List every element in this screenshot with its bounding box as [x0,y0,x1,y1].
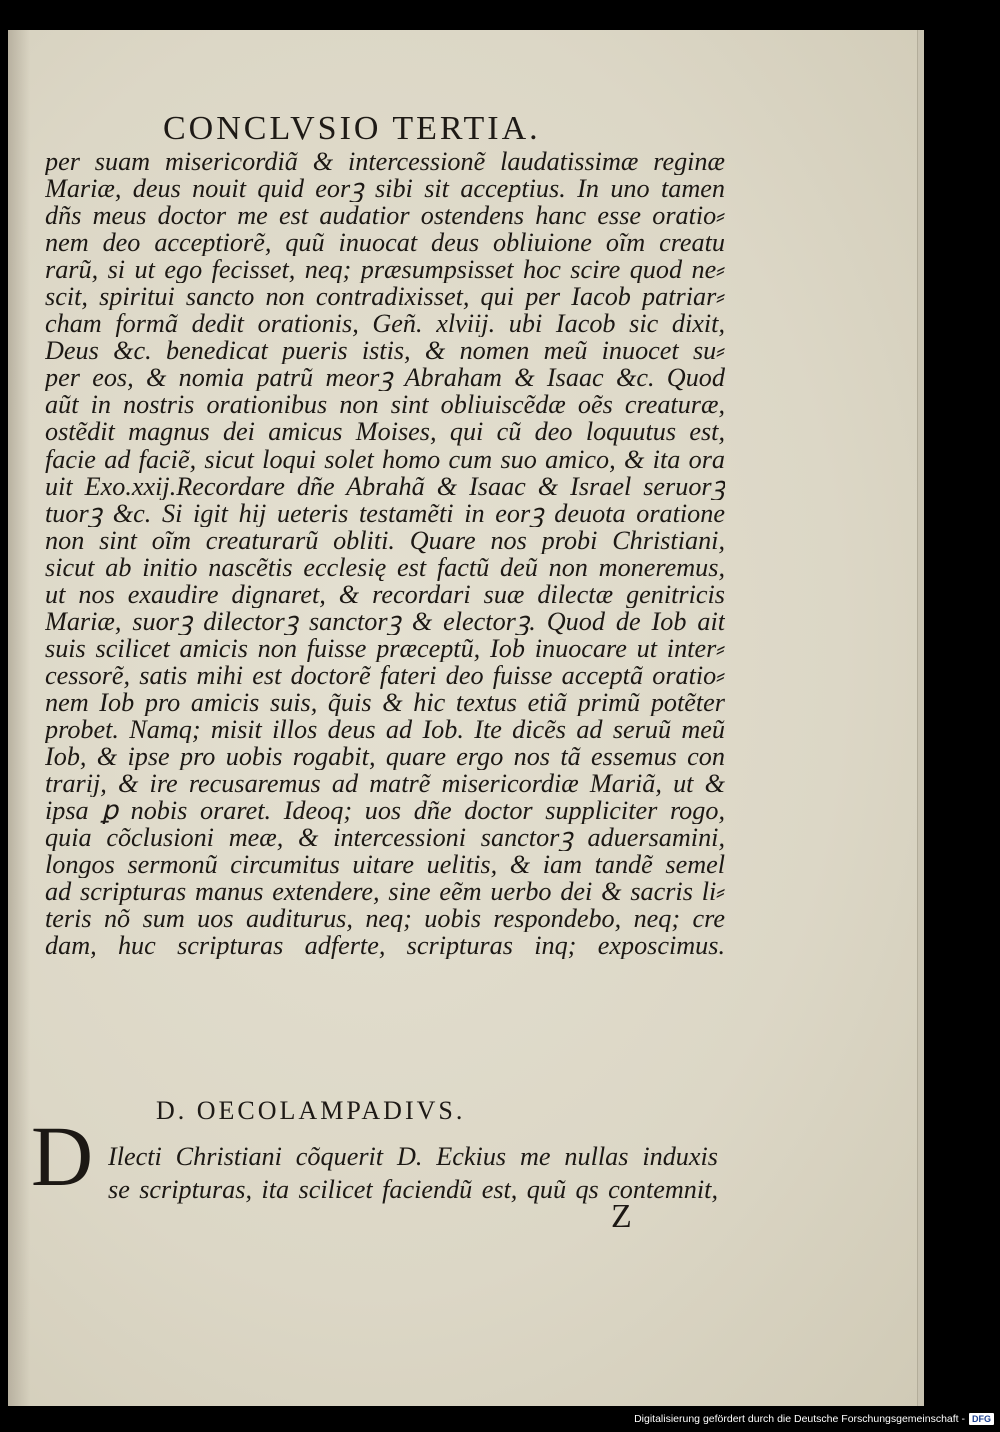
speaker-heading: D. OECOLAMPADIVS. [156,1096,466,1125]
text-line: Mariæ, suorꝫ dilectorꝫ sanctorꝫ & electorꝫ. Quod de Iob ait [45,607,725,635]
text-line: trarij, & ire recusaremus ad matrẽ misericordiæ Mariã, ut & [45,770,725,798]
text-line: tuorꝫ &c. Si igit hij ueteris testamẽti in eorꝫ deuota oratione [45,499,725,527]
text-line: sicut ab initio nascẽtis ecclesię est factũ deũ non moneremus, [45,553,725,581]
text-line: nem Iob pro amicis suis, q̃uis & hic textus etiã primũ potẽter [45,688,725,716]
text-line: scit, spiritui sancto non contradixisset, qui per Iacob patriar⸗ [45,283,725,311]
text-line: facie ad faciẽ, sicut loqui solet homo cum suo amico, & ita ora [45,445,725,473]
text-line: Deus &c. benedicat pueris istis, & nomen meũ inuocet su⸗ [45,337,725,365]
text-line: longos sermonũ circumitus uitare uelitis, & iam tandẽ semel [45,851,725,879]
text-line: nem deo acceptiorẽ, quũ inuocat deus obliuione oĩm creatu [45,229,725,257]
drop-capital: D [31,1108,94,1204]
text-line: cham formã dedit orationis, Geñ. xlviij. ubi Iacob sic dixit, [45,310,725,338]
second-paragraph [108,1140,718,1206]
text-line: ostẽdit magnus dei amicus Moises, qui cũ deo loquutus est, [45,418,725,446]
footer-credit: Digitalisierung gefördert durch die Deutsche Forschungsgemeinschaft - [634,1413,965,1425]
text-line: teris nõ sum uos auditurus, neq; uobis respondebo, neq; cre [45,905,725,933]
running-header: CONCLVSIO TERTIA. [163,110,541,147]
text-line: ipsa ꝑ nobis oraret. Ideoq; uos dñe doctor suppliciter rogo, [45,797,725,825]
digitization-footer [634,1413,994,1425]
text-line: se scripturas, ita scilicet faciendũ est, quũ qs contemnit, [108,1175,718,1204]
text-line: aũt in nostris orationibus non sint obliuiscẽdæ oẽs creaturæ, [45,391,725,419]
text-line: dñs meus doctor me est audatior ostendens hanc esse oratio⸗ [45,202,725,230]
signature-mark: Z [611,1198,632,1235]
book-page [8,30,924,1406]
text-line: probet. Namq; misit illos deus ad Iob. Ite dicẽs ad seruũ meũ [45,715,725,744]
text-line: uit Exo.xxij.Recordare dñe Abrahã & Isaac & Israel seruorꝫ [45,472,725,500]
dfg-logo: DFG [969,1413,994,1425]
page-gutter-shadow [8,30,30,1406]
text-line: non sint oĩm creaturarũ obliti. Quare nos probi Christiani, [45,526,725,554]
text-line: ut nos exaudire dignaret, & recordari suæ dilectæ genitricis [45,580,725,608]
text-line: quia cõclusioni meæ, & intercessioni sanctorꝫ aduersamini, [45,824,725,852]
text-line: per eos, & nomia patrũ meorꝫ Abraham & Isaac &c. Quod [45,364,725,392]
text-line: per suam misericordiã & intercessionẽ laudatissimæ reginæ [45,148,725,176]
text-line: Iob, & ipse pro uobis rogabit, quare ergo nos tã essemus con [45,743,725,771]
text-line: rarũ, si ut ego fecisset, neq; præsumpsisset hoc scire quod ne⸗ [45,256,725,284]
text-line: cessorẽ, satis mihi est doctorẽ fateri deo fuisse acceptã oratio⸗ [45,661,725,689]
text-line: ad scripturas manus extendere, sine eẽm uerbo dei & sacris li⸗ [45,878,725,906]
text-line: Mariæ, deus nouit quid eorꝫ sibi sit acceptius. In uno tamen [45,175,725,203]
main-text-block [45,148,725,959]
text-line: dam, huc scripturas adferte, scripturas inq; exposcimus. [45,932,725,960]
page-edge [917,30,924,1406]
text-line: suis scilicet amicis non fuisse præceptũ, Iob inuocare ut inter⸗ [45,634,725,662]
text-line: Ilecti Christiani cõquerit D. Eckius me nullas induxis [108,1142,718,1171]
